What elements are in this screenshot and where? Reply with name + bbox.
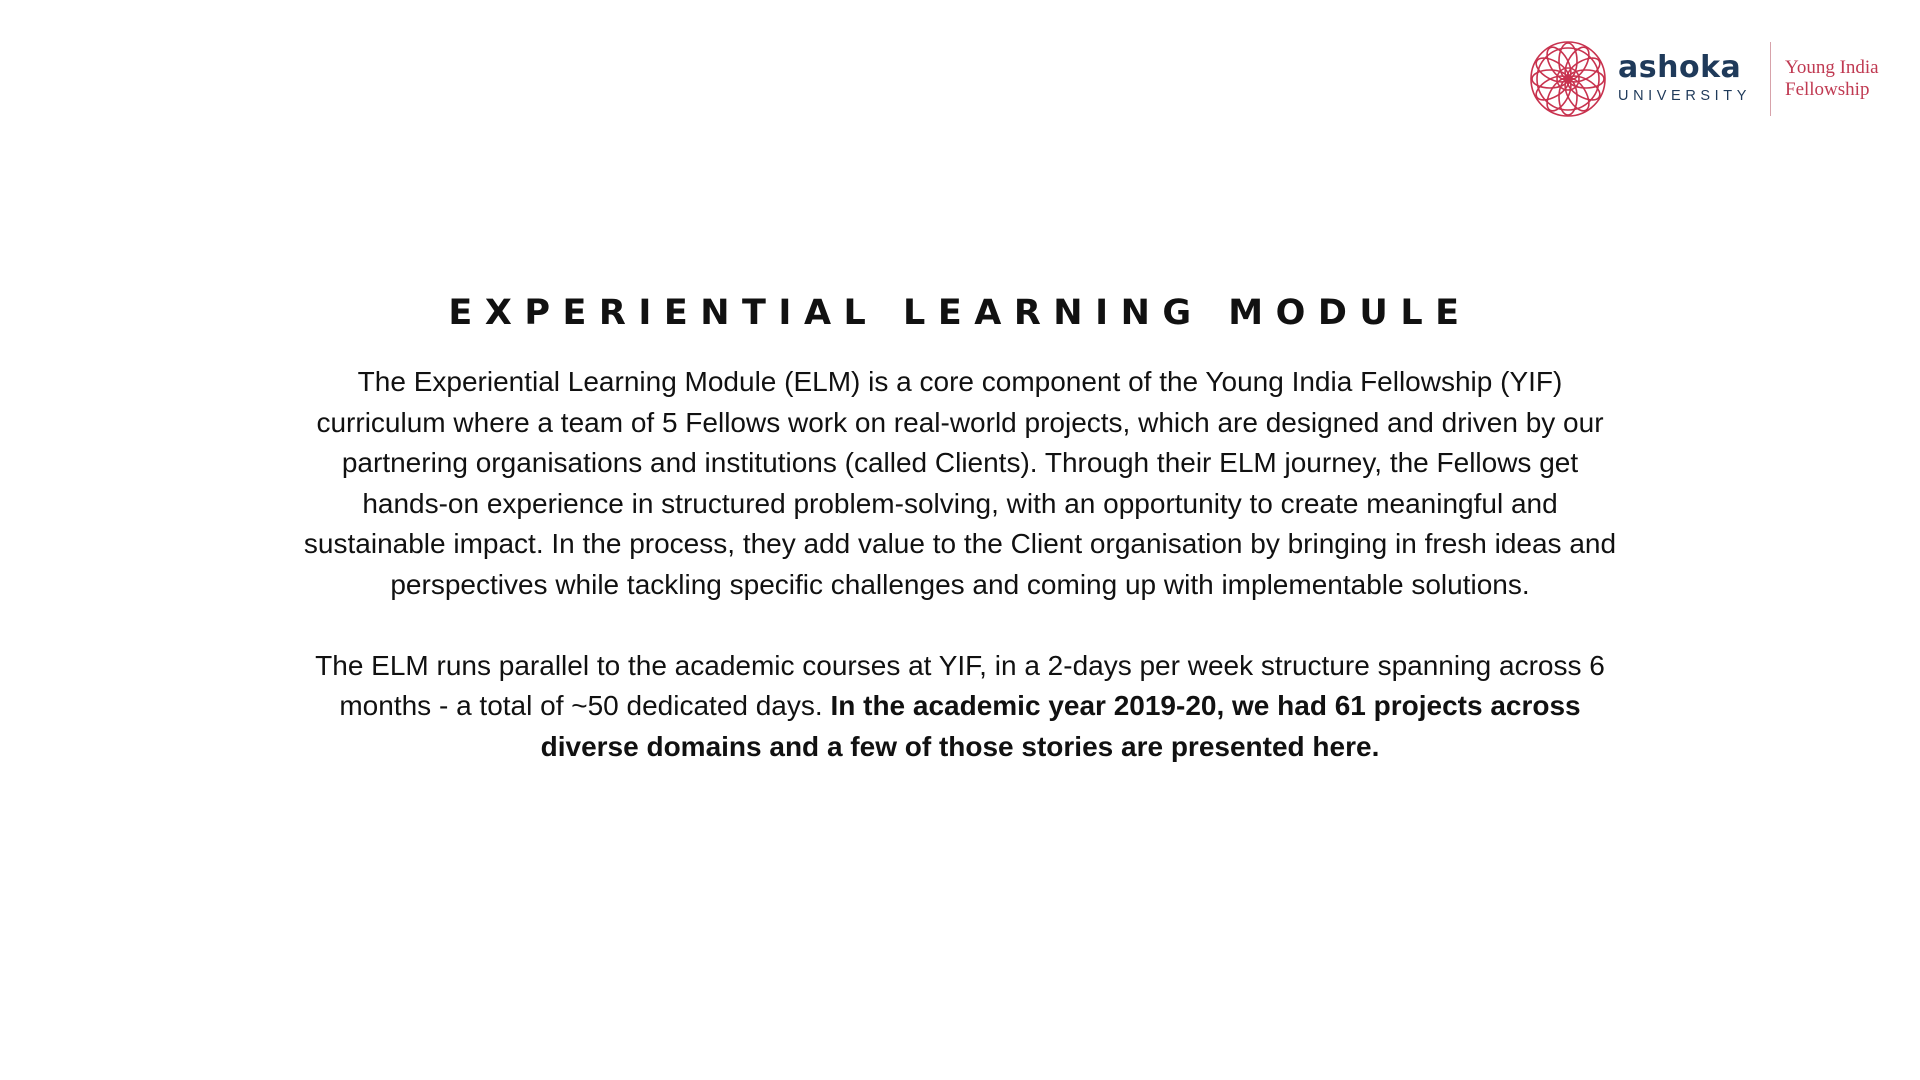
logo-name: ashoka xyxy=(1618,50,1742,85)
highlight-text: In the academic year 2019-20, we had 61 projects across diverse domains and a few of those stories are presented here. xyxy=(540,690,1581,762)
ashoka-wordmark xyxy=(1618,52,1758,106)
ashoka-rosette-icon xyxy=(1528,39,1608,119)
page-title: EXPERIENTIAL LEARNING MODULE xyxy=(448,293,1472,333)
ashoka-yif-logo xyxy=(1528,36,1898,122)
body-text xyxy=(300,362,1620,808)
structure-paragraph xyxy=(300,646,1620,768)
program-name-line1: Young India xyxy=(1785,57,1879,78)
intro-paragraph: The Experiential Learning Module (ELM) is a core component of the Young India Fellowship (YIF) curriculum where a team of 5 Fellows work on real-world projects, which are designed and driven by our partnering organisations and institutions (called Clients). Through their ELM journey, the Fellows get hands-on experience in structured problem-solving, with an opportunity to create meaningful and sustainable impact. In the process, they add value to the Client organisation by bringing in fresh ideas and perspectives while tackling specific challenges and coming up with implementable solutions. xyxy=(303,366,1617,600)
logo-divider xyxy=(1770,42,1771,116)
logo-subtitle: UNIVERSITY xyxy=(1618,88,1752,104)
program-name-line2: Fellowship xyxy=(1785,79,1870,100)
program-name xyxy=(1785,57,1895,101)
structure-text: The ELM runs parallel to the academic courses at YIF, in a 2-days per week structure spanning across 6 months - a total of ~50 dedicated days. xyxy=(315,649,1605,721)
